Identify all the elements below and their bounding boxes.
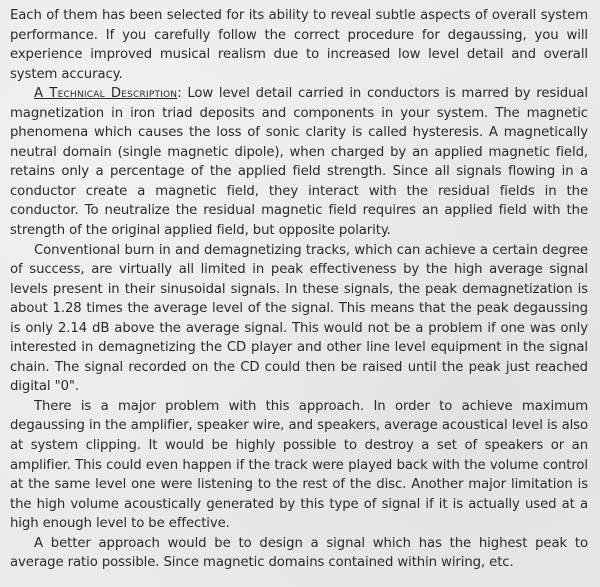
paragraph-technical-description [10,84,588,240]
paragraph-conventional-burn-in [10,241,588,397]
paragraph-intro [10,6,588,84]
paragraph-text: A better approach would be to design a signal which has the highest peak to average ratio possible. Since magnetic domains contained within wiring, etc. [10,535,588,571]
paragraph-better-approach [10,534,588,573]
paragraph-text: There is a major problem with this approach. In order to achieve maximum degaussing in the amplifier, speaker wire, and speakers, average acoustical level is also at system clipping. It would be highly possible to destroy a set of speakers or an amplifier. This could even happen if the track were played back with the volume control at the same level one were listening to the rest of the disc. Another major limitation is the high volume acoustically generated by this type of signal if it is actually used at a high enough level to be effective. [10,398,588,532]
section-heading: A Technical Description [34,86,178,102]
paragraph-text: : Low level detail carried in conductors is marred by residual magnetization in iron triad deposits and components in your system. The magnetic phenomena which causes the loss of sonic clarity is called hysteresis. A magnetically neutral domain (single magnetic dipole), when charged by an applied magnetic field, retains only a percentage of the applied field strength. Since all signals flowing in a conductor create a magnetic field, they interact with the residual fields in the conductor. To neutralize the residual magnetic field requires an applied field with the strength of the original applied field, but opposite polarity. [10,86,588,239]
paragraph-major-problem [10,397,588,534]
body-text [10,6,588,573]
paragraph-text: Each of them has been selected for its ability to reveal subtle aspects of overall system performance. If you carefully follow the correct procedure for degaussing, you will experience improved musical realism due to increased low level detail and overall system accuracy. [10,8,588,82]
paragraph-text: Conventional burn in and demagnetizing tracks, which can achieve a certain degree of success, are virtually all limited in peak effectiveness by the high average signal levels present in their sinusoidal signals. In these signals, the peak demagnetization is about 1.28 times the average level of the signal. This means that the peak degaussing is only 2.14 dB above the average signal. This would not be a problem if one was only interested in demagnetizing the CD player and other line level equipment in the signal chain. The signal recorded on the CD could then be raised until the peak just reached digital "0". [10,242,588,395]
